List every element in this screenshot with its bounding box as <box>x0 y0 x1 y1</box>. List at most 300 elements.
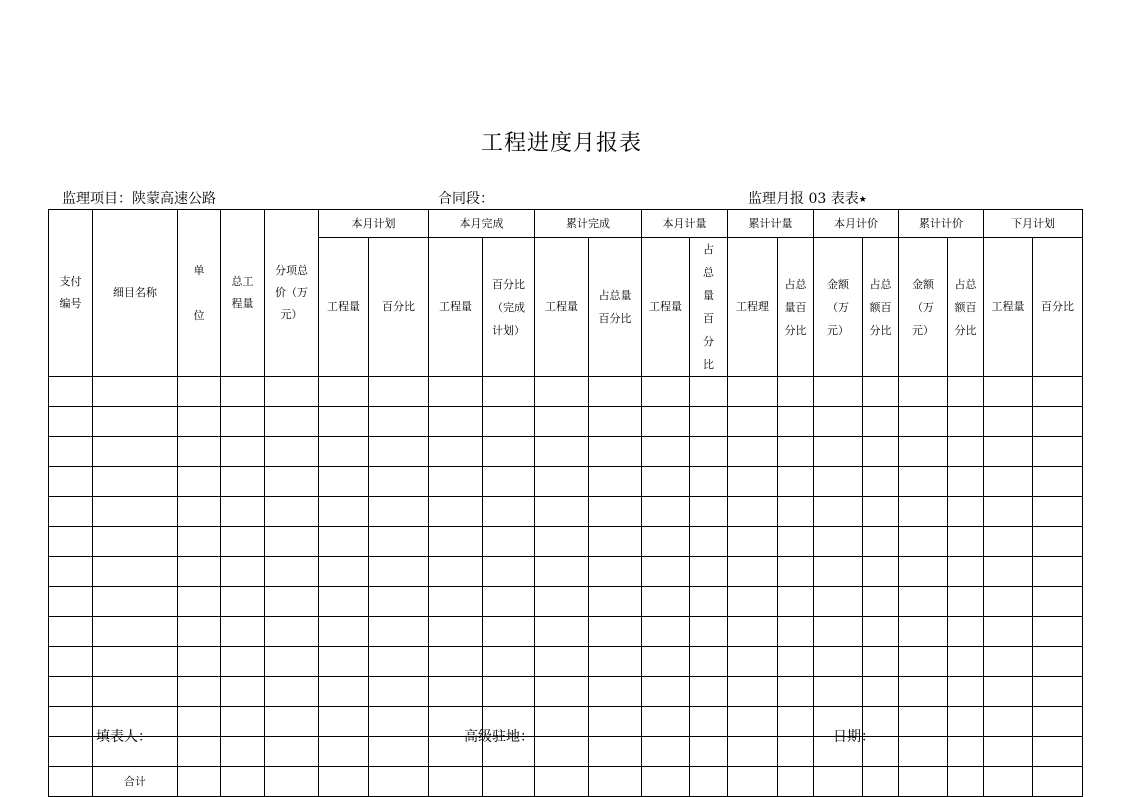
data-cell[interactable] <box>948 617 984 647</box>
table-row <box>49 377 1083 407</box>
item-name-cell[interactable] <box>93 527 178 557</box>
data-cell[interactable] <box>429 467 483 497</box>
data-cell[interactable] <box>483 467 535 497</box>
data-cell[interactable] <box>221 467 265 497</box>
data-cell[interactable] <box>483 437 535 467</box>
data-cell[interactable] <box>948 467 984 497</box>
data-cell[interactable] <box>814 587 863 617</box>
data-cell[interactable] <box>728 467 778 497</box>
data-cell[interactable] <box>814 527 863 557</box>
data-cell[interactable] <box>814 617 863 647</box>
data-cell[interactable] <box>178 407 221 437</box>
data-cell[interactable] <box>221 437 265 467</box>
data-cell[interactable] <box>690 497 728 527</box>
header-unit: 单位 <box>178 210 221 377</box>
data-cell[interactable] <box>690 407 728 437</box>
data-cell[interactable] <box>778 467 814 497</box>
data-cell[interactable] <box>483 407 535 437</box>
data-cell[interactable] <box>642 737 690 767</box>
data-cell[interactable] <box>984 707 1033 737</box>
data-cell[interactable] <box>778 377 814 407</box>
data-cell[interactable] <box>899 707 948 737</box>
pay-no-cell[interactable] <box>49 557 93 587</box>
data-cell[interactable] <box>535 497 589 527</box>
subheader: 百分比 <box>1033 238 1083 377</box>
data-cell[interactable] <box>319 557 369 587</box>
data-cell[interactable] <box>642 407 690 437</box>
data-cell[interactable] <box>483 497 535 527</box>
data-cell[interactable] <box>984 437 1033 467</box>
data-cell[interactable] <box>535 737 589 767</box>
data-cell[interactable] <box>690 677 728 707</box>
data-cell[interactable] <box>863 377 899 407</box>
data-cell[interactable] <box>589 437 642 467</box>
data-cell[interactable] <box>589 587 642 617</box>
data-cell[interactable] <box>535 407 589 437</box>
data-cell[interactable] <box>690 737 728 767</box>
pay-no-cell[interactable] <box>49 677 93 707</box>
data-cell[interactable] <box>369 467 429 497</box>
item-name-cell[interactable] <box>93 617 178 647</box>
data-cell[interactable] <box>728 617 778 647</box>
data-cell[interactable] <box>319 617 369 647</box>
data-cell[interactable] <box>899 737 948 767</box>
item-name-cell[interactable] <box>93 587 178 617</box>
data-cell[interactable] <box>778 617 814 647</box>
data-cell[interactable] <box>863 557 899 587</box>
data-cell[interactable] <box>589 767 642 797</box>
data-cell[interactable] <box>369 677 429 707</box>
data-cell[interactable] <box>1033 377 1083 407</box>
pay-no-cell[interactable] <box>49 467 93 497</box>
data-cell[interactable] <box>863 617 899 647</box>
data-cell[interactable] <box>948 677 984 707</box>
data-cell[interactable] <box>1033 767 1083 797</box>
data-cell[interactable] <box>690 647 728 677</box>
data-cell[interactable] <box>728 587 778 617</box>
data-cell[interactable] <box>535 377 589 407</box>
data-cell[interactable] <box>429 377 483 407</box>
table-row <box>49 707 1083 737</box>
data-cell[interactable] <box>642 437 690 467</box>
data-cell[interactable] <box>814 647 863 677</box>
data-cell[interactable] <box>589 377 642 407</box>
data-cell[interactable] <box>814 407 863 437</box>
data-cell[interactable] <box>483 587 535 617</box>
data-cell[interactable] <box>178 767 221 797</box>
data-cell[interactable] <box>728 497 778 527</box>
data-cell[interactable] <box>948 767 984 797</box>
data-cell[interactable] <box>863 527 899 557</box>
data-cell[interactable] <box>899 437 948 467</box>
data-cell[interactable] <box>589 707 642 737</box>
data-cell[interactable] <box>319 737 369 767</box>
data-cell[interactable] <box>319 707 369 737</box>
data-cell[interactable] <box>319 527 369 557</box>
data-cell[interactable] <box>178 617 221 647</box>
data-cell[interactable] <box>178 647 221 677</box>
data-cell[interactable] <box>984 587 1033 617</box>
data-cell[interactable] <box>778 407 814 437</box>
data-cell[interactable] <box>429 557 483 587</box>
data-cell[interactable] <box>863 437 899 467</box>
data-cell[interactable] <box>369 617 429 647</box>
data-cell[interactable] <box>1033 437 1083 467</box>
item-name-cell[interactable] <box>93 467 178 497</box>
subheader: 占总量百分比 <box>589 238 642 377</box>
data-cell[interactable] <box>369 587 429 617</box>
data-cell[interactable] <box>948 737 984 767</box>
data-cell[interactable] <box>178 437 221 467</box>
data-cell[interactable] <box>369 407 429 437</box>
item-name-cell[interactable]: 合计 <box>93 767 178 797</box>
data-cell[interactable] <box>221 647 265 677</box>
data-cell[interactable] <box>690 527 728 557</box>
data-cell[interactable] <box>178 737 221 767</box>
data-cell[interactable] <box>429 767 483 797</box>
data-cell[interactable] <box>690 767 728 797</box>
data-cell[interactable] <box>221 767 265 797</box>
data-cell[interactable] <box>863 647 899 677</box>
item-name-cell[interactable] <box>93 437 178 467</box>
subheader: 金额（万元） <box>899 238 948 377</box>
data-cell[interactable] <box>265 467 319 497</box>
data-cell[interactable] <box>265 557 319 587</box>
data-cell[interactable] <box>948 497 984 527</box>
item-name-cell[interactable] <box>93 647 178 677</box>
table-row <box>49 617 1083 647</box>
data-cell[interactable] <box>319 407 369 437</box>
data-cell[interactable] <box>899 677 948 707</box>
item-name-cell[interactable] <box>93 557 178 587</box>
pay-no-cell[interactable] <box>49 407 93 437</box>
data-cell[interactable] <box>984 467 1033 497</box>
data-cell[interactable] <box>265 707 319 737</box>
data-cell[interactable] <box>642 377 690 407</box>
data-cell[interactable] <box>265 767 319 797</box>
data-cell[interactable] <box>221 707 265 737</box>
data-cell[interactable] <box>814 377 863 407</box>
data-cell[interactable] <box>589 647 642 677</box>
data-cell[interactable] <box>319 437 369 467</box>
data-cell[interactable] <box>265 497 319 527</box>
data-cell[interactable] <box>642 527 690 557</box>
data-cell[interactable] <box>690 437 728 467</box>
data-cell[interactable] <box>690 617 728 647</box>
data-cell[interactable] <box>265 617 319 647</box>
item-name-cell[interactable] <box>93 677 178 707</box>
data-cell[interactable] <box>589 617 642 647</box>
data-cell[interactable] <box>984 497 1033 527</box>
data-cell[interactable] <box>899 557 948 587</box>
table-row <box>49 467 1083 497</box>
data-cell[interactable] <box>728 707 778 737</box>
data-cell[interactable] <box>814 467 863 497</box>
data-cell[interactable] <box>429 437 483 467</box>
filler-label: 填表人： <box>96 729 152 745</box>
item-name-cell[interactable] <box>93 497 178 527</box>
data-cell[interactable] <box>535 707 589 737</box>
data-cell[interactable] <box>221 377 265 407</box>
data-cell[interactable] <box>369 377 429 407</box>
data-cell[interactable] <box>642 557 690 587</box>
data-cell[interactable] <box>1033 647 1083 677</box>
data-cell[interactable] <box>984 407 1033 437</box>
data-cell[interactable] <box>814 497 863 527</box>
data-cell[interactable] <box>642 677 690 707</box>
data-cell[interactable] <box>535 587 589 617</box>
data-cell[interactable] <box>535 527 589 557</box>
data-cell[interactable] <box>984 677 1033 707</box>
data-cell[interactable] <box>728 737 778 767</box>
data-cell[interactable] <box>1033 407 1083 437</box>
data-cell[interactable] <box>642 707 690 737</box>
data-cell[interactable] <box>535 617 589 647</box>
data-cell[interactable] <box>221 737 265 767</box>
data-cell[interactable] <box>221 617 265 647</box>
data-cell[interactable] <box>589 407 642 437</box>
data-cell[interactable] <box>265 587 319 617</box>
data-cell[interactable] <box>778 497 814 527</box>
data-cell[interactable] <box>690 557 728 587</box>
data-cell[interactable] <box>265 377 319 407</box>
data-cell[interactable] <box>265 647 319 677</box>
data-cell[interactable] <box>814 767 863 797</box>
data-cell[interactable] <box>899 497 948 527</box>
data-cell[interactable] <box>642 767 690 797</box>
data-cell[interactable] <box>319 767 369 797</box>
data-cell[interactable] <box>589 527 642 557</box>
data-cell[interactable] <box>899 467 948 497</box>
data-cell[interactable] <box>948 437 984 467</box>
pay-no-cell[interactable] <box>49 587 93 617</box>
data-cell[interactable] <box>429 677 483 707</box>
data-cell[interactable] <box>265 407 319 437</box>
data-cell[interactable] <box>899 527 948 557</box>
data-cell[interactable] <box>984 617 1033 647</box>
data-cell[interactable] <box>948 647 984 677</box>
data-cell[interactable] <box>814 437 863 467</box>
group-header: 本月计价 <box>814 210 899 238</box>
data-cell[interactable] <box>483 677 535 707</box>
data-cell[interactable] <box>690 467 728 497</box>
data-cell[interactable] <box>1033 497 1083 527</box>
data-cell[interactable] <box>178 557 221 587</box>
data-cell[interactable] <box>483 617 535 647</box>
data-cell[interactable] <box>728 437 778 467</box>
data-cell[interactable] <box>642 467 690 497</box>
data-cell[interactable] <box>778 587 814 617</box>
data-cell[interactable] <box>483 557 535 587</box>
data-cell[interactable] <box>984 767 1033 797</box>
data-cell[interactable] <box>369 557 429 587</box>
data-cell[interactable] <box>778 707 814 737</box>
data-cell[interactable] <box>265 527 319 557</box>
pay-no-cell[interactable] <box>49 707 93 737</box>
header-row-1 <box>49 210 1083 238</box>
data-cell[interactable] <box>948 407 984 437</box>
data-cell[interactable] <box>1033 527 1083 557</box>
data-cell[interactable] <box>178 497 221 527</box>
data-cell[interactable] <box>778 647 814 677</box>
pay-no-cell[interactable] <box>49 437 93 467</box>
pay-no-cell[interactable] <box>49 497 93 527</box>
data-cell[interactable] <box>221 407 265 437</box>
group-header: 本月计量 <box>642 210 728 238</box>
data-cell[interactable] <box>948 707 984 737</box>
data-cell[interactable] <box>778 437 814 467</box>
data-cell[interactable] <box>863 767 899 797</box>
pay-no-cell[interactable] <box>49 737 93 767</box>
data-cell[interactable] <box>483 767 535 797</box>
data-cell[interactable] <box>1033 557 1083 587</box>
data-cell[interactable] <box>690 587 728 617</box>
data-cell[interactable] <box>863 677 899 707</box>
data-cell[interactable] <box>948 527 984 557</box>
data-cell[interactable] <box>984 737 1033 767</box>
data-cell[interactable] <box>728 677 778 707</box>
data-cell[interactable] <box>221 497 265 527</box>
data-cell[interactable] <box>483 377 535 407</box>
data-cell[interactable] <box>899 377 948 407</box>
data-cell[interactable] <box>221 557 265 587</box>
data-cell[interactable] <box>899 617 948 647</box>
data-cell[interactable] <box>369 497 429 527</box>
data-cell[interactable] <box>483 647 535 677</box>
data-cell[interactable] <box>778 677 814 707</box>
data-cell[interactable] <box>535 557 589 587</box>
data-cell[interactable] <box>728 767 778 797</box>
data-cell[interactable] <box>483 527 535 557</box>
table-row <box>49 647 1083 677</box>
data-cell[interactable] <box>221 587 265 617</box>
data-cell[interactable] <box>690 377 728 407</box>
data-cell[interactable] <box>814 677 863 707</box>
data-cell[interactable] <box>863 497 899 527</box>
data-cell[interactable] <box>589 497 642 527</box>
data-cell[interactable] <box>948 377 984 407</box>
data-cell[interactable] <box>429 497 483 527</box>
group-header: 累计完成 <box>535 210 642 238</box>
data-cell[interactable] <box>369 647 429 677</box>
data-cell[interactable] <box>778 737 814 767</box>
data-cell[interactable] <box>369 707 429 737</box>
data-cell[interactable] <box>863 467 899 497</box>
pay-no-cell[interactable] <box>49 647 93 677</box>
data-cell[interactable] <box>178 467 221 497</box>
data-cell[interactable] <box>319 377 369 407</box>
data-cell[interactable] <box>589 467 642 497</box>
pay-no-cell[interactable] <box>49 377 93 407</box>
data-cell[interactable] <box>690 707 728 737</box>
data-cell[interactable] <box>319 467 369 497</box>
data-cell[interactable] <box>319 647 369 677</box>
data-cell[interactable] <box>728 527 778 557</box>
data-cell[interactable] <box>319 497 369 527</box>
data-cell[interactable] <box>221 527 265 557</box>
data-cell[interactable] <box>319 677 369 707</box>
data-cell[interactable] <box>1033 707 1083 737</box>
data-cell[interactable] <box>369 437 429 467</box>
data-cell[interactable] <box>642 617 690 647</box>
data-cell[interactable] <box>984 647 1033 677</box>
data-cell[interactable] <box>535 467 589 497</box>
data-cell[interactable] <box>778 557 814 587</box>
data-cell[interactable] <box>535 647 589 677</box>
item-name-cell[interactable] <box>93 407 178 437</box>
pay-no-cell[interactable] <box>49 527 93 557</box>
item-name-cell[interactable] <box>93 377 178 407</box>
data-cell[interactable] <box>178 527 221 557</box>
data-cell[interactable] <box>319 587 369 617</box>
data-cell[interactable] <box>589 737 642 767</box>
data-cell[interactable] <box>265 737 319 767</box>
data-cell[interactable] <box>1033 467 1083 497</box>
data-cell[interactable] <box>535 677 589 707</box>
data-cell[interactable] <box>178 707 221 737</box>
pay-no-cell[interactable] <box>49 767 93 797</box>
data-cell[interactable] <box>178 677 221 707</box>
data-cell[interactable] <box>778 767 814 797</box>
data-cell[interactable] <box>948 587 984 617</box>
data-cell[interactable] <box>642 587 690 617</box>
data-cell[interactable] <box>1033 677 1083 707</box>
data-cell[interactable] <box>178 587 221 617</box>
data-cell[interactable] <box>1033 587 1083 617</box>
data-cell[interactable] <box>429 407 483 437</box>
data-cell[interactable] <box>178 377 221 407</box>
data-cell[interactable] <box>899 767 948 797</box>
data-cell[interactable] <box>369 737 429 767</box>
data-cell[interactable] <box>948 557 984 587</box>
data-cell[interactable] <box>728 407 778 437</box>
data-cell[interactable] <box>535 437 589 467</box>
data-cell[interactable] <box>429 647 483 677</box>
data-cell[interactable] <box>642 497 690 527</box>
data-cell[interactable] <box>899 647 948 677</box>
data-cell[interactable] <box>369 767 429 797</box>
data-cell[interactable] <box>1033 617 1083 647</box>
data-cell[interactable] <box>984 557 1033 587</box>
data-cell[interactable] <box>899 587 948 617</box>
data-cell[interactable] <box>369 527 429 557</box>
data-cell[interactable] <box>221 677 265 707</box>
page-title: 工程进度月报表 <box>480 131 642 156</box>
data-cell[interactable] <box>814 557 863 587</box>
table-row <box>49 407 1083 437</box>
data-cell[interactable] <box>984 377 1033 407</box>
data-cell[interactable] <box>429 527 483 557</box>
data-cell[interactable] <box>984 527 1033 557</box>
data-cell[interactable] <box>778 527 814 557</box>
data-cell[interactable] <box>728 647 778 677</box>
data-cell[interactable] <box>728 377 778 407</box>
data-cell[interactable] <box>265 677 319 707</box>
data-cell[interactable] <box>728 557 778 587</box>
data-cell[interactable] <box>535 767 589 797</box>
data-cell[interactable] <box>642 647 690 677</box>
data-cell[interactable] <box>899 407 948 437</box>
pay-no-cell[interactable] <box>49 617 93 647</box>
data-cell[interactable] <box>1033 737 1083 767</box>
data-cell[interactable] <box>589 557 642 587</box>
data-cell[interactable] <box>429 617 483 647</box>
data-cell[interactable] <box>429 587 483 617</box>
data-cell[interactable] <box>863 407 899 437</box>
data-cell[interactable] <box>863 587 899 617</box>
data-cell[interactable] <box>265 437 319 467</box>
data-cell[interactable] <box>589 677 642 707</box>
